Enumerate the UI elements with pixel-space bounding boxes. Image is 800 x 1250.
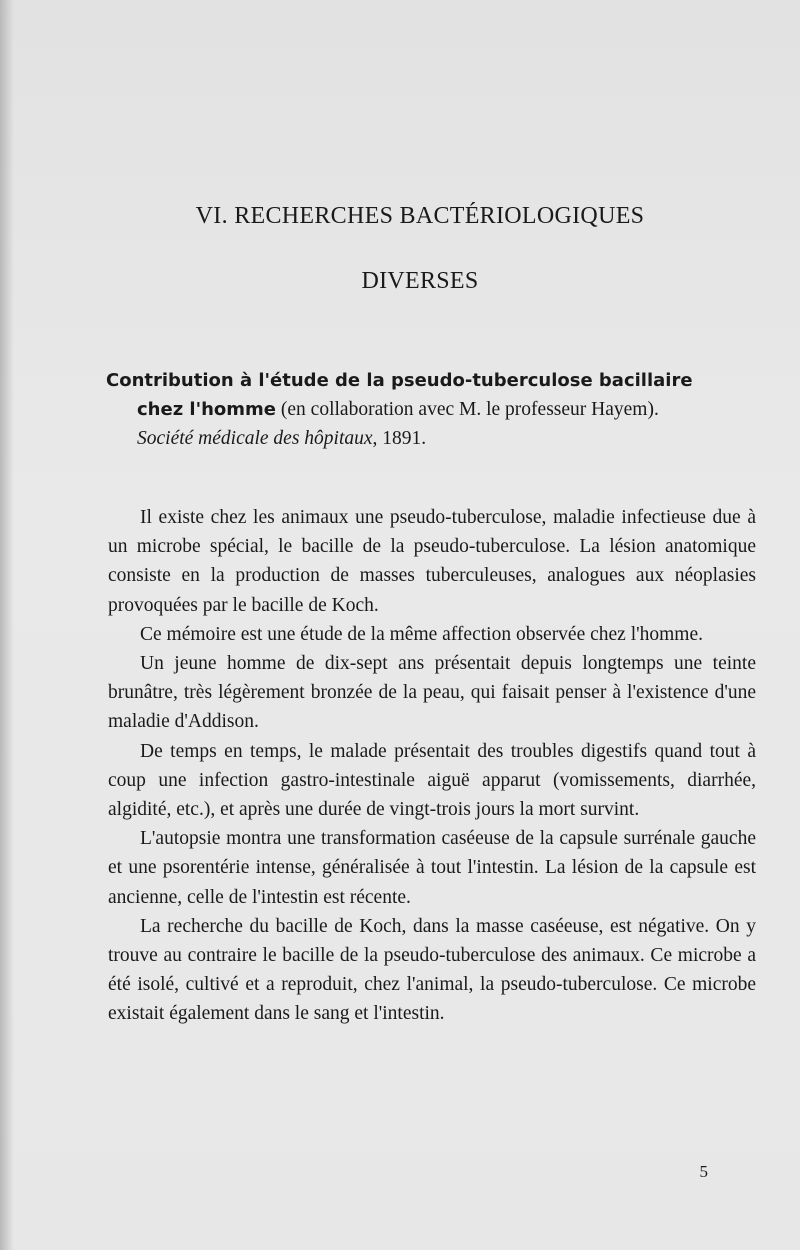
section-heading-continued: DIVERSES [361,268,479,294]
paragraph: La recherche du bacille de Koch, dans la masse caséeuse, est négative. On y trouve au contraire le bacille de la pseudo-tuberculose des animaux. Ce microbe a été isolé, cultivé et a reproduit, chez l'animal, la pseudo-tuberculose. Ce microbe existait également dans le sang et l'intestin. [108,915,756,1025]
paragraph: De temps en temps, le malade présentait des troubles digestifs quand tout à coup une infection gastro-intestinale aiguë apparut (vomissements, diarrhée, algidité, etc.), et après une durée de vingt-trois jours la mort survint. [108,740,756,821]
paragraph: Ce mémoire est une étude de la même affection observée chez l'homme. [140,623,704,645]
section-heading: VI. RECHERCHES BACTÉRIOLOGIQUES [195,203,645,229]
paragraph: Il existe chez les animaux une pseudo-tuberculose, maladie infectieuse due à un microbe spécial, le bacille de la pseudo-tuberculose. La lésion anatomique consiste en la production de masses tuberculeuses, analogues aux néoplasies provoquées par le bacille de Koch. [108,507,756,616]
body-text [108,503,756,1029]
page-edge-shadow [0,0,14,1250]
entry-title-continued: chez l'homme [137,399,277,420]
entry-source-journal: Société médicale des hôpitaux [137,428,373,449]
paragraph: L'autopsie montra une transformation caséeuse de la capsule surrénale gauche et une psorentérie intense, généralisée à tout l'intestin. La lésion de la capsule est ancienne, celle de l'intestin est récente. [108,828,756,908]
page-number: 5 [699,1162,708,1181]
entry-title: Contribution à l'étude de la pseudo-tuberculose bacillaire [106,370,693,391]
entry-title-line2 [106,399,659,420]
entry-collaboration: (en collaboration avec M. le professeur Hayem). [276,399,659,420]
bibliographic-entry [106,366,756,453]
entry-source [106,424,756,453]
paragraph: Un jeune homme de dix-sept ans présentait depuis longtemps une teinte brunâtre, très légèrement bronzée de la peau, qui faisait penser à l'existence d'une maladie d'Addison. [108,653,756,733]
entry-source-year: , 1891. [372,428,427,449]
